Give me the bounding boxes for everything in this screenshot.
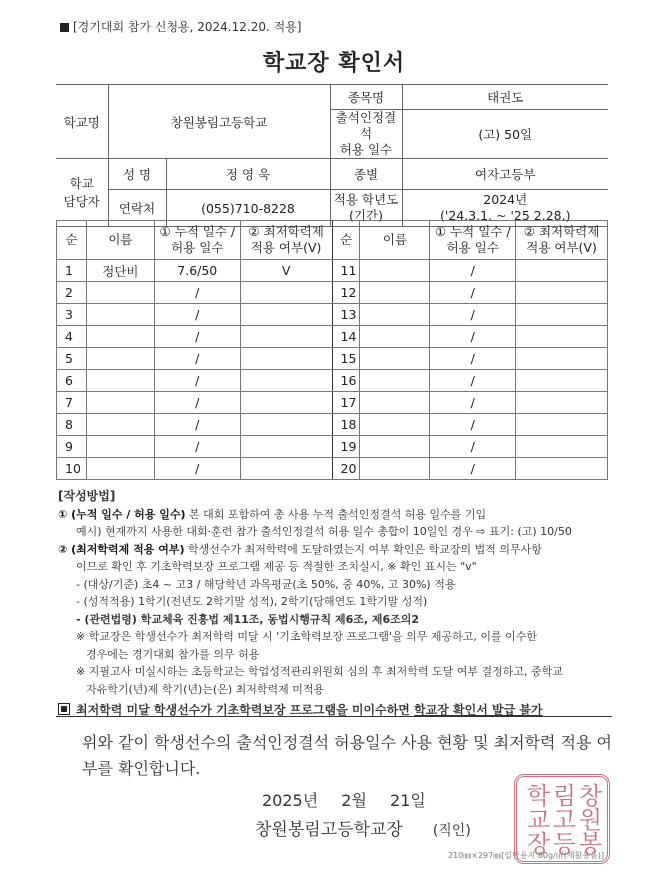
col-min-academic: ② 최저학력제 적용 여부(V) [516, 221, 608, 260]
table-row [57, 414, 608, 436]
category-value: 여자고등부 [402, 159, 608, 190]
instructions-heading: [작성방법] [58, 489, 116, 503]
cumulative-days: / [430, 458, 516, 480]
row-number: 2 [57, 282, 87, 304]
row-number: 12 [332, 282, 360, 304]
manager-label: 학교 담당자 [56, 159, 108, 227]
student-roster-table [56, 220, 608, 480]
checkbox-icon [58, 703, 70, 715]
cumulative-days: / [430, 436, 516, 458]
note-bullet-law: - (관련법령) 학교체육 진흥법 제11조, 동법시행규칙 제6조, 제6조의2 [76, 612, 420, 626]
cumulative-days: / [154, 458, 240, 480]
warning-line: 최저학력 미달 학생선수가 기초학력보장 프로그램을 미이수하면 학교장 확인서 발급 불가 [58, 702, 618, 720]
student-name [86, 326, 154, 348]
divider [56, 716, 612, 717]
student-name [360, 436, 430, 458]
cumulative-days: / [430, 260, 516, 282]
school-info-table [56, 84, 608, 227]
student-name [86, 282, 154, 304]
cumulative-days: 7.6/50 [154, 260, 240, 282]
min-academic-check [516, 458, 608, 480]
student-name [360, 304, 430, 326]
official-seal: 창원봉림고등학교장 [514, 774, 610, 864]
min-academic-check [240, 392, 332, 414]
instructions [58, 488, 618, 720]
row-number: 14 [332, 326, 360, 348]
roster-header [57, 221, 608, 260]
cumulative-days: / [154, 414, 240, 436]
student-name [86, 414, 154, 436]
min-academic-check [240, 326, 332, 348]
school-name: 창원봉림고등학교 [108, 85, 330, 159]
category-label: 종별 [330, 159, 402, 190]
col-no: 순 [332, 221, 360, 260]
student-name [360, 392, 430, 414]
col-name: 이름 [360, 221, 430, 260]
remark-2: ※ 지필고사 미실시하는 초등학교는 학업성적관리위원회 심의 후 최저학력 도달 여부 결정하고, 중학교 [76, 665, 563, 678]
note-bullet-grades: - (성적적용) 1학기(전년도 2학기말 성적), 2학기(당해연도 1학기말 성적) [76, 595, 428, 608]
date-month: 2월 [341, 791, 367, 810]
min-academic-check [516, 348, 608, 370]
table-row [57, 304, 608, 326]
min-academic-check [516, 326, 608, 348]
row-number: 10 [57, 458, 87, 480]
table-row [57, 260, 608, 282]
issue-date [262, 788, 444, 811]
min-academic-check [240, 458, 332, 480]
note-bullet-target: - (대상/기준) 초4 ~ 고3 / 해당학년 과목평균(초 50%, 중 40%, 고 30%) 적용 [76, 577, 456, 591]
remark-2-cont: 자유학기(년)제 학기(년)는(은) 최저학력제 미적용 [86, 682, 325, 696]
row-number: 4 [57, 326, 87, 348]
student-name: 정단비 [86, 260, 154, 282]
date-day: 21일 [390, 791, 426, 810]
col-min-academic: ② 최저학력제 적용 여부(V) [240, 221, 332, 260]
note-1-example: 예시) 현재까지 사용한 대회·훈련 참가 출석인정결석 허용 일수 총합이 10일인 경우 ⇨ 표기: (고) 10/50 [76, 525, 572, 538]
contact-label: 연락처 [108, 190, 166, 227]
year-label: 적용 학년도 (기간) [330, 190, 402, 227]
row-number: 16 [332, 370, 360, 392]
remark-1: ※ 학교장은 학생선수가 최저학력 미달 시 '기초학력보장 프로그램'을 의무 제공하고, 이를 이수한 [76, 630, 538, 643]
min-academic-check [240, 348, 332, 370]
table-row [57, 458, 608, 480]
name-label: 성 명 [108, 159, 166, 190]
min-academic-check [516, 370, 608, 392]
student-name [86, 348, 154, 370]
student-name [360, 326, 430, 348]
row-number: 9 [57, 436, 87, 458]
cumulative-days: / [154, 392, 240, 414]
row-number: 18 [332, 414, 360, 436]
manager-name: 정 영 욱 [166, 159, 330, 190]
row-number: 8 [57, 414, 87, 436]
cumulative-days: / [430, 392, 516, 414]
row-number: 3 [57, 304, 87, 326]
table-row [57, 392, 608, 414]
row-number: 19 [332, 436, 360, 458]
cumulative-days: / [154, 370, 240, 392]
col-no: 순 [57, 221, 87, 260]
min-academic-check: V [240, 260, 332, 282]
table-row [57, 326, 608, 348]
min-academic-check [516, 414, 608, 436]
signer: 창원봉림고등학교장 (직인) [255, 820, 471, 840]
min-academic-check [516, 392, 608, 414]
cumulative-days: / [430, 414, 516, 436]
student-name [360, 348, 430, 370]
student-name [360, 260, 430, 282]
min-academic-check [516, 260, 608, 282]
table-row [57, 436, 608, 458]
student-name [360, 282, 430, 304]
table-row [57, 282, 608, 304]
student-name [360, 370, 430, 392]
min-academic-check [240, 414, 332, 436]
cumulative-days: / [154, 326, 240, 348]
confirmation-statement: 위와 같이 학생선수의 출석인정결석 허용일수 사용 현황 및 최저학력 적용 여부를 확인합니다. [82, 733, 612, 778]
cumulative-days: / [430, 282, 516, 304]
contact-value: (055)710-8228 [166, 190, 330, 227]
seal-tag: (직인) [432, 823, 471, 839]
row-number: 5 [57, 348, 87, 370]
min-academic-check [240, 370, 332, 392]
school-label: 학교명 [56, 85, 108, 159]
min-academic-check [240, 282, 332, 304]
student-name [360, 458, 430, 480]
row-number: 6 [57, 370, 87, 392]
row-number: 17 [332, 392, 360, 414]
header-note: [경기대회 참가 신청용, 2024.12.20. 적용] [60, 18, 301, 35]
table-row [57, 348, 608, 370]
student-name [86, 370, 154, 392]
row-number: 1 [57, 260, 87, 282]
row-number: 11 [332, 260, 360, 282]
student-name [360, 414, 430, 436]
note-2: ② (최저학력제 적용 여부) 학생선수가 최저학력에 도달하였는지 여부 확인은 학교장의 법적 의무사항 [58, 542, 542, 556]
paper-spec: 210㎜×297㎜[일반용지 80g/㎡(재활용품)] [448, 851, 605, 860]
cumulative-days: / [154, 348, 240, 370]
student-name [86, 392, 154, 414]
cumulative-days: / [154, 436, 240, 458]
note-1: ① (누적 일수 / 허용 일수) 본 대회 포함하여 총 사용 누적 출석인정결석 허용 일수를 기입 [58, 507, 487, 521]
min-academic-check [240, 436, 332, 458]
table-row [57, 370, 608, 392]
student-name [86, 304, 154, 326]
sport-value: 태권도 [402, 85, 608, 110]
min-academic-check [516, 436, 608, 458]
row-number: 7 [57, 392, 87, 414]
cumulative-days: / [430, 370, 516, 392]
min-academic-check [240, 304, 332, 326]
sport-label: 종목명 [330, 85, 402, 110]
page-title: 학교장 확인서 [262, 51, 406, 76]
cumulative-days: / [430, 326, 516, 348]
note-2-cont: 이므로 확인 후 기초학력보장 프로그램 제공 등 적절한 조치실시, ※ 확인 표시는 "v" [76, 560, 477, 573]
student-name [86, 458, 154, 480]
row-number: 15 [332, 348, 360, 370]
cumulative-days: / [154, 282, 240, 304]
cumulative-days: / [154, 304, 240, 326]
row-number: 13 [332, 304, 360, 326]
year-value: 2024년 ('24.3.1. ~ '25 2.28.) [402, 190, 608, 227]
date-year: 2025년 [262, 791, 319, 810]
col-cumulative: ① 누적 일수 / 허용 일수 [154, 221, 240, 260]
min-academic-check [516, 282, 608, 304]
absence-days: (고) 50일 [402, 110, 608, 159]
row-number: 20 [332, 458, 360, 480]
absence-label: 출석인정결석 허용 일수 [330, 110, 402, 159]
student-name [86, 436, 154, 458]
cumulative-days: / [430, 348, 516, 370]
col-cumulative: ① 누적 일수 / 허용 일수 [430, 221, 516, 260]
remark-1-cont: 경우에는 경기대회 참가를 의무 허용 [86, 647, 260, 661]
col-name: 이름 [86, 221, 154, 260]
min-academic-check [516, 304, 608, 326]
cumulative-days: / [430, 304, 516, 326]
